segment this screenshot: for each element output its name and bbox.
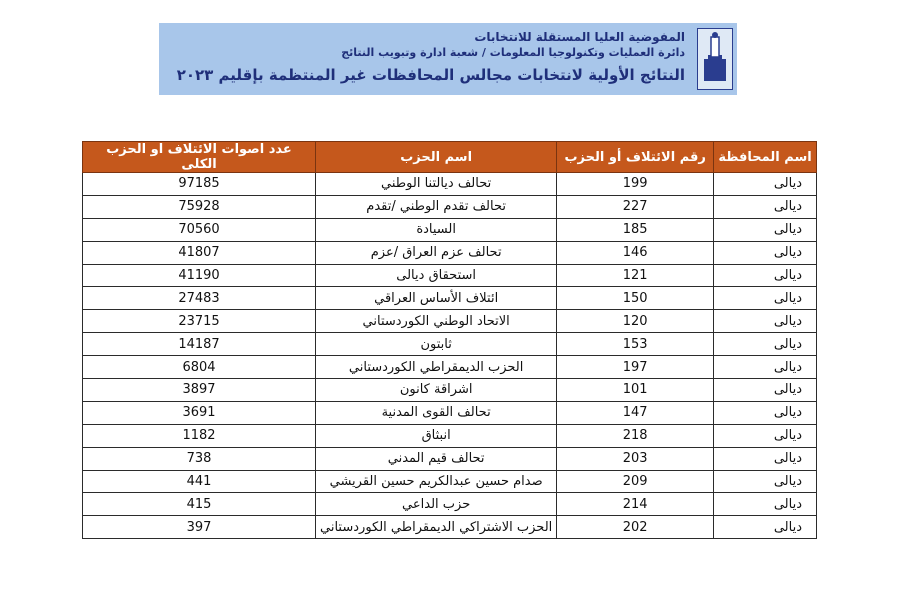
- page-title: النتائج الأولية لانتخابات مجالس المحافظات غير المنتظمة بإقليم ٢٠٢٣: [176, 66, 685, 84]
- column-header-number: رقم الائتلاف أو الحزب: [557, 142, 714, 173]
- votes-cell: 70560: [83, 218, 316, 241]
- party-number-cell: 147: [557, 401, 714, 424]
- province-cell: ديالى: [714, 401, 817, 424]
- table-row: [83, 447, 817, 470]
- party-number-cell: 153: [557, 333, 714, 356]
- party-number-cell: 227: [557, 195, 714, 218]
- province-cell: ديالى: [714, 356, 817, 379]
- province-cell: ديالى: [714, 173, 817, 196]
- province-cell: ديالى: [714, 424, 817, 447]
- party-number-cell: 101: [557, 379, 714, 402]
- votes-cell: 97185: [83, 173, 316, 196]
- party-name-cell: استحقاق ديالى: [316, 264, 557, 287]
- votes-cell: 415: [83, 493, 316, 516]
- party-name-cell: تحالف تقدم الوطني /تقدم: [316, 195, 557, 218]
- province-cell: ديالى: [714, 218, 817, 241]
- commission-logo-icon: [697, 28, 733, 90]
- party-number-cell: 214: [557, 493, 714, 516]
- column-header-votes: عدد اصوات الائتلاف او الحزب الكلى: [83, 142, 316, 173]
- province-cell: ديالى: [714, 310, 817, 333]
- votes-cell: 3691: [83, 401, 316, 424]
- table-row: [83, 241, 817, 264]
- party-number-cell: 185: [557, 218, 714, 241]
- votes-cell: 6804: [83, 356, 316, 379]
- party-name-cell: ائتلاف الأساس العراقي: [316, 287, 557, 310]
- votes-cell: 41190: [83, 264, 316, 287]
- votes-cell: 738: [83, 447, 316, 470]
- province-cell: ديالى: [714, 493, 817, 516]
- party-name-cell: الحزب الديمقراطي الكوردستاني: [316, 356, 557, 379]
- party-name-cell: السيادة: [316, 218, 557, 241]
- votes-cell: 14187: [83, 333, 316, 356]
- votes-cell: 3897: [83, 379, 316, 402]
- votes-cell: 441: [83, 470, 316, 493]
- party-name-cell: تحالف قيم المدني: [316, 447, 557, 470]
- party-number-cell: 209: [557, 470, 714, 493]
- party-name-cell: تحالف ديالتنا الوطني: [316, 173, 557, 196]
- province-cell: ديالى: [714, 470, 817, 493]
- table-row: [83, 264, 817, 287]
- province-cell: ديالى: [714, 516, 817, 539]
- party-name-cell: ثابتون: [316, 333, 557, 356]
- party-number-cell: 120: [557, 310, 714, 333]
- department-name: دائرة العمليات وتكنولوجيا المعلومات / شعبة ادارة وتبويب النتائج: [341, 46, 685, 59]
- header-banner: [159, 23, 737, 95]
- votes-cell: 397: [83, 516, 316, 539]
- party-name-cell: اشراقة كانون: [316, 379, 557, 402]
- table-row: [83, 516, 817, 539]
- table-row: [83, 379, 817, 402]
- province-cell: ديالى: [714, 287, 817, 310]
- table-row: [83, 310, 817, 333]
- table-row: [83, 333, 817, 356]
- column-header-party: اسم الحزب: [316, 142, 557, 173]
- votes-cell: 41807: [83, 241, 316, 264]
- party-number-cell: 146: [557, 241, 714, 264]
- table-row: [83, 287, 817, 310]
- table-row: [83, 470, 817, 493]
- province-cell: ديالى: [714, 379, 817, 402]
- party-number-cell: 218: [557, 424, 714, 447]
- province-cell: ديالى: [714, 333, 817, 356]
- party-name-cell: تحالف القوى المدنية: [316, 401, 557, 424]
- votes-cell: 75928: [83, 195, 316, 218]
- party-number-cell: 199: [557, 173, 714, 196]
- province-cell: ديالى: [714, 264, 817, 287]
- party-number-cell: 203: [557, 447, 714, 470]
- ballot-box-logo-icon: [698, 29, 732, 89]
- results-table: [82, 141, 817, 539]
- table-row: [83, 173, 817, 196]
- province-cell: ديالى: [714, 195, 817, 218]
- party-name-cell: تحالف عزم العراق /عزم: [316, 241, 557, 264]
- province-cell: ديالى: [714, 447, 817, 470]
- party-name-cell: الاتحاد الوطني الكوردستاني: [316, 310, 557, 333]
- party-name-cell: صدام حسين عبدالكريم حسين القريشي: [316, 470, 557, 493]
- table-row: [83, 401, 817, 424]
- commission-name: المفوضية العليا المستقلة للانتخابات: [474, 30, 685, 44]
- party-number-cell: 202: [557, 516, 714, 539]
- table-row: [83, 424, 817, 447]
- party-number-cell: 121: [557, 264, 714, 287]
- table-header-row: [83, 142, 817, 173]
- party-name-cell: الحزب الاشتراكي الديمقراطي الكوردستاني: [316, 516, 557, 539]
- column-header-province: اسم المحافظة: [714, 142, 817, 173]
- party-name-cell: انبثاق: [316, 424, 557, 447]
- votes-cell: 27483: [83, 287, 316, 310]
- party-number-cell: 197: [557, 356, 714, 379]
- table-row: [83, 493, 817, 516]
- party-number-cell: 150: [557, 287, 714, 310]
- votes-cell: 1182: [83, 424, 316, 447]
- table-row: [83, 356, 817, 379]
- table-row: [83, 218, 817, 241]
- party-name-cell: حزب الداعي: [316, 493, 557, 516]
- votes-cell: 23715: [83, 310, 316, 333]
- province-cell: ديالى: [714, 241, 817, 264]
- table-row: [83, 195, 817, 218]
